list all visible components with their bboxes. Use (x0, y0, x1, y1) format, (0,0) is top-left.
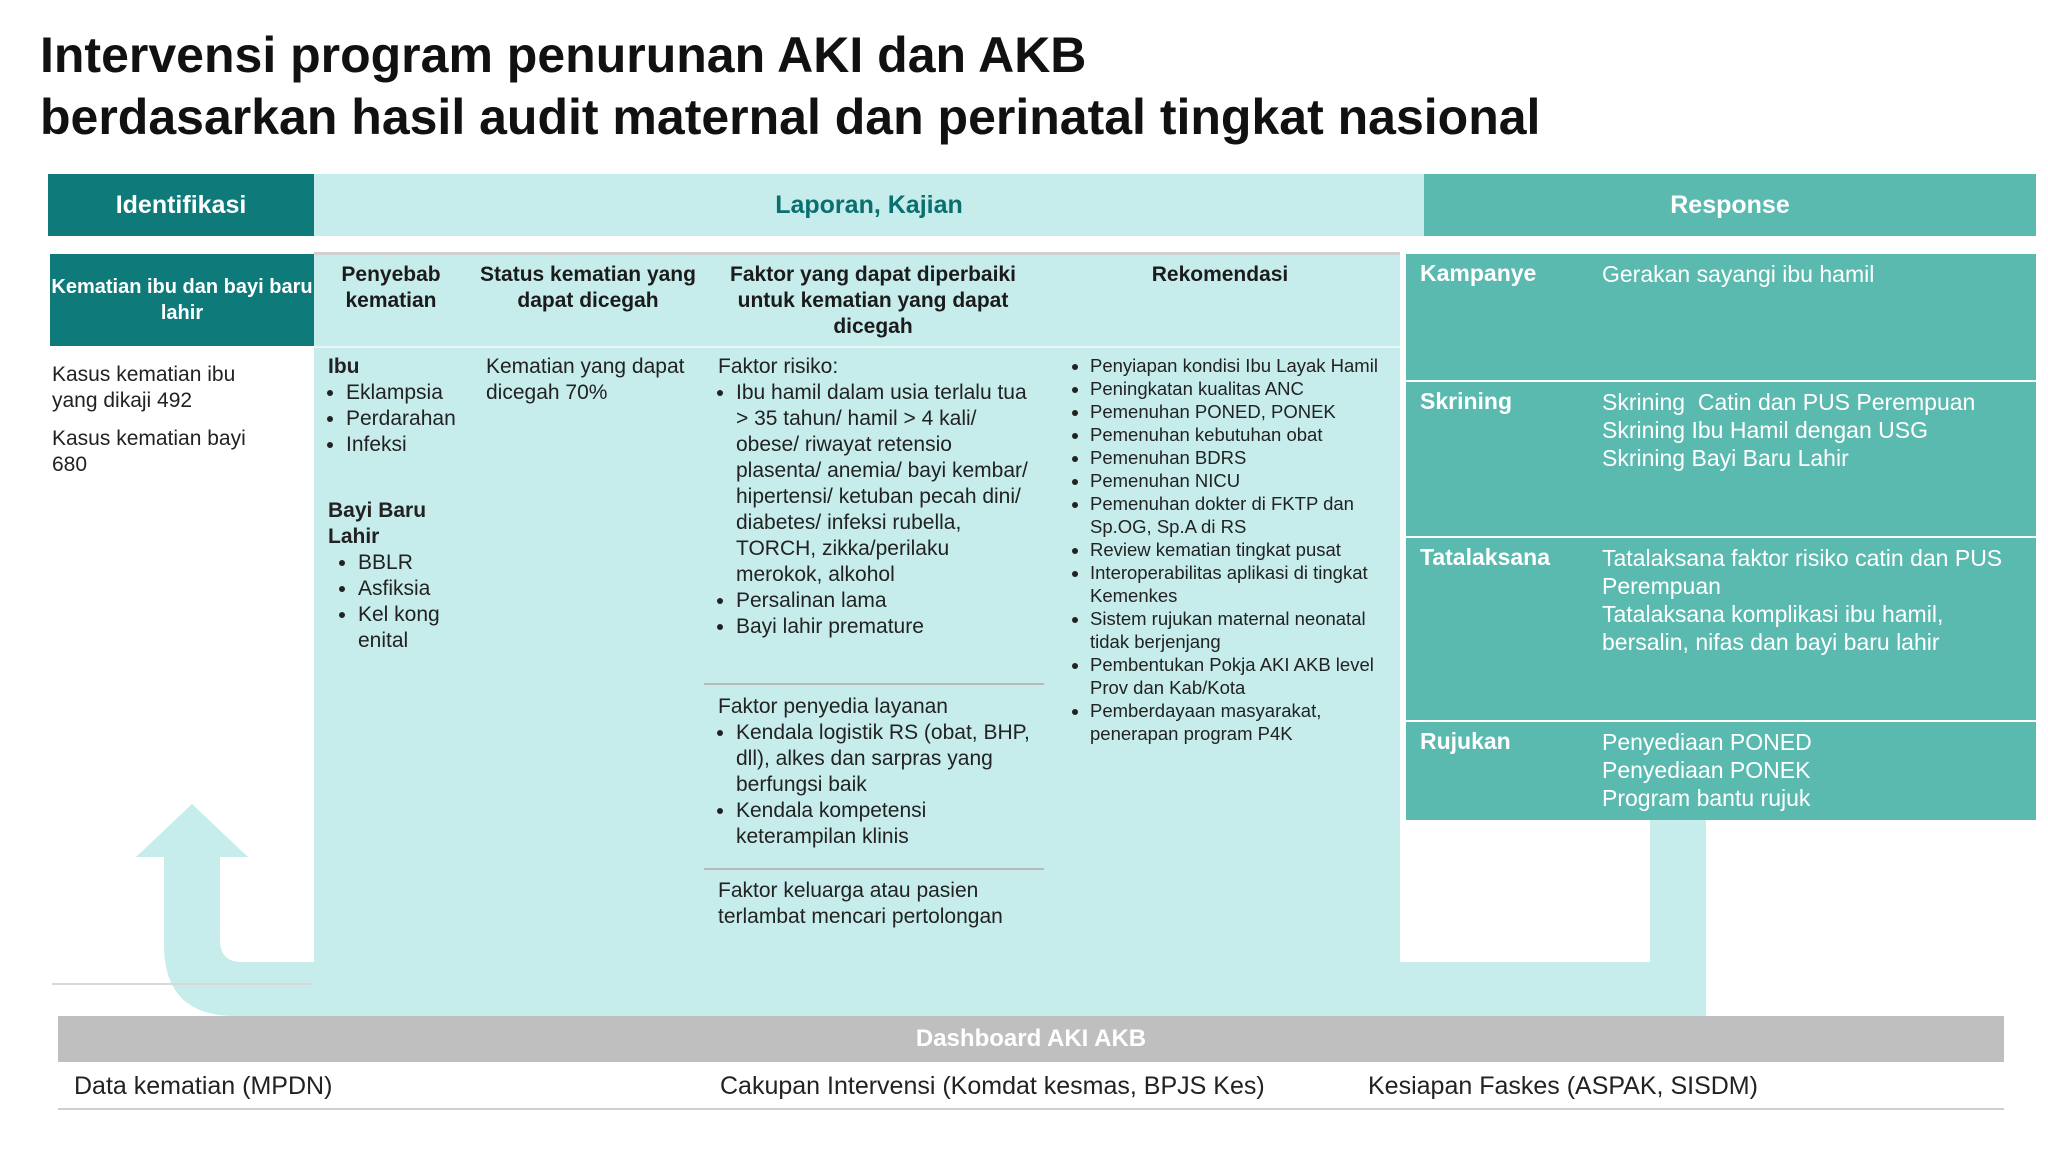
list-item: • Kel kongenital (358, 602, 450, 654)
list-item: • Pemenuhan BDRS (1090, 446, 1394, 469)
response-line: Tatalaksana faktor risiko catin dan PUS Perempuan (1602, 545, 2003, 599)
header-laporan-kajian: Laporan, Kajian (314, 174, 1424, 236)
penyebab-bayi-title: Bayi Baru Lahir (328, 499, 427, 548)
list-item: • Penyiapan kondisi Ibu Layak Hamil (1090, 354, 1394, 377)
rekomendasi-header: Rekomendasi (1151, 263, 1289, 286)
response-tatalaksana-text (1602, 544, 2022, 656)
faktor-layanan-list (718, 720, 1036, 850)
faktor-layanan-title: Faktor penyedia layanan (718, 695, 948, 718)
list-item: • BBLR (358, 550, 464, 576)
title-line-1: Intervensi program penurunan AKI dan AKB (40, 27, 1087, 83)
list-item: • Kendala kompetensi keterampilan klinis (736, 798, 1036, 850)
status-column: Kematian yang dapat dicegah 70% (486, 355, 685, 404)
penyebab-ibu-title: Ibu (328, 355, 360, 378)
faktor-risiko-title: Faktor risiko: (718, 355, 839, 378)
response-line: Skrining Bayi Baru Lahir (1602, 445, 1849, 471)
list-item: • Pemenuhan dokter di FKTP dan Sp.OG, Sp.A di RS (1090, 492, 1394, 538)
faktor-header: Faktor yang dapat diperbaiki untuk kematian yang dapat dicegah (730, 263, 1016, 338)
response-line: Tatalaksana komplikasi ibu hamil, bersalin, nifas dan bayi baru lahir (1602, 601, 1944, 655)
list-item: • Pemenuhan kebutuhan obat (1090, 423, 1394, 446)
list-item: • Sistem rujukan maternal neonatal tidak berjenjang (1090, 607, 1394, 653)
list-item: • Pembentukan Pokja AKI AKB level Prov dan Kab/Kota (1090, 653, 1394, 699)
response-line: Gerakan sayangi ibu hamil (1602, 261, 1875, 287)
list-item: • Peningkatan kualitas ANC (1090, 377, 1394, 400)
faktor-divider-2 (704, 868, 1044, 870)
list-item: • Asfiksia (358, 576, 464, 602)
list-item: • Perdarahan (346, 406, 464, 432)
kasus-list (52, 362, 282, 478)
penyebab-column (328, 354, 464, 654)
rekomendasi-list (1058, 354, 1394, 745)
response-line: Skrining Catin dan PUS Perempuan (1602, 389, 1976, 415)
response-line: Skrining Ibu Hamil dengan USG (1602, 417, 1928, 443)
list-item: • Infeksi (346, 432, 464, 458)
response-rujukan (1406, 722, 2036, 820)
dashboard-item-kesiapan: Kesiapan Faskes (ASPAK, SISDM) (1368, 1072, 1758, 1100)
response-tatalaksana-label: Tatalaksana (1420, 544, 1550, 570)
list-item: • Pemenuhan PONED, PONEK (1090, 400, 1394, 423)
kasus-ibu: Kasus kematian ibu yang dikaji 492 (52, 363, 236, 412)
response-line: Program bantu rujuk (1602, 785, 1811, 811)
dashboard-item-data-kematian: Data kematian (MPDN) (74, 1072, 333, 1100)
faktor-divider-1 (704, 683, 1044, 685)
response-skrining-text (1602, 388, 2022, 472)
list-item: • Eklampsia (346, 380, 464, 406)
penyebab-header: Penyebab kematian (341, 263, 441, 312)
table-header-rule (314, 346, 1400, 348)
identifikasi-divider (52, 983, 312, 985)
list-item: • Pemenuhan NICU (1090, 469, 1394, 492)
response-kampanye (1406, 254, 2036, 380)
list-item: • Review kematian tingkat pusat (1090, 538, 1394, 561)
list-item: • Interoperabilitas aplikasi di tingkat Kemenkes (1090, 561, 1394, 607)
list-item: • Persalinan lama (736, 588, 1032, 614)
list-item: • Kendala logistik RS (obat, BHP, dll), alkes dan sarpras yang berfungsi baik (736, 720, 1036, 798)
response-kampanye-text (1602, 260, 2022, 288)
response-skrining-label: Skrining (1420, 388, 1513, 414)
status-header: Status kematian yang dapat dicegah (480, 263, 696, 312)
faktor-risiko-list (718, 380, 1032, 640)
response-rujukan-text (1602, 728, 2022, 812)
kematian-ibu-bayi-header: Kematian ibu dan bayi baru lahir (50, 254, 314, 346)
response-skrining (1406, 382, 2036, 536)
list-item: • Ibu hamil dalam usia terlalu tua > 35 tahun/ hamil > 4 kali/ obese/ riwayat retensio plasenta/ anemia/ bayi kembar/ hipertensi/ ketuban pecah dini/ diabetes/ infeksi rubella, TORCH, zikka/perilaku merokok, alkohol (736, 380, 1032, 588)
penyebab-ibu-list (328, 380, 464, 458)
faktor-risiko (718, 354, 1032, 640)
dashboard-item-cakupan: Cakupan Intervensi (Komdat kesmas, BPJS Kes) (720, 1072, 1265, 1100)
response-kampanye-label: Kampanye (1420, 260, 1537, 286)
dashboard-bar: Dashboard AKI AKB (58, 1016, 2004, 1062)
list-item: • Pemberdayaan masyarakat, penerapan program P4K (1090, 699, 1394, 745)
faktor-keluarga: Faktor keluarga atau pasien terlambat mencari pertolongan (718, 879, 1003, 928)
header-identifikasi: Identifikasi (48, 174, 314, 236)
kasus-bayi: Kasus kematian bayi 680 (52, 427, 246, 476)
rekomendasi-column (1058, 354, 1394, 745)
response-line: Penyediaan PONEK (1602, 757, 1811, 783)
response-line: Penyediaan PONED (1602, 729, 1812, 755)
penyebab-bayi-list (328, 550, 464, 654)
dashboard-bottom-rule (58, 1108, 2004, 1110)
response-rujukan-label: Rujukan (1420, 728, 1511, 754)
title-line-2: berdasarkan hasil audit maternal dan perinatal tingkat nasional (40, 89, 1541, 145)
response-tatalaksana (1406, 538, 2036, 720)
header-response: Response (1424, 174, 2036, 236)
list-item: • Bayi lahir premature (736, 614, 1032, 640)
faktor-layanan (718, 694, 1036, 850)
